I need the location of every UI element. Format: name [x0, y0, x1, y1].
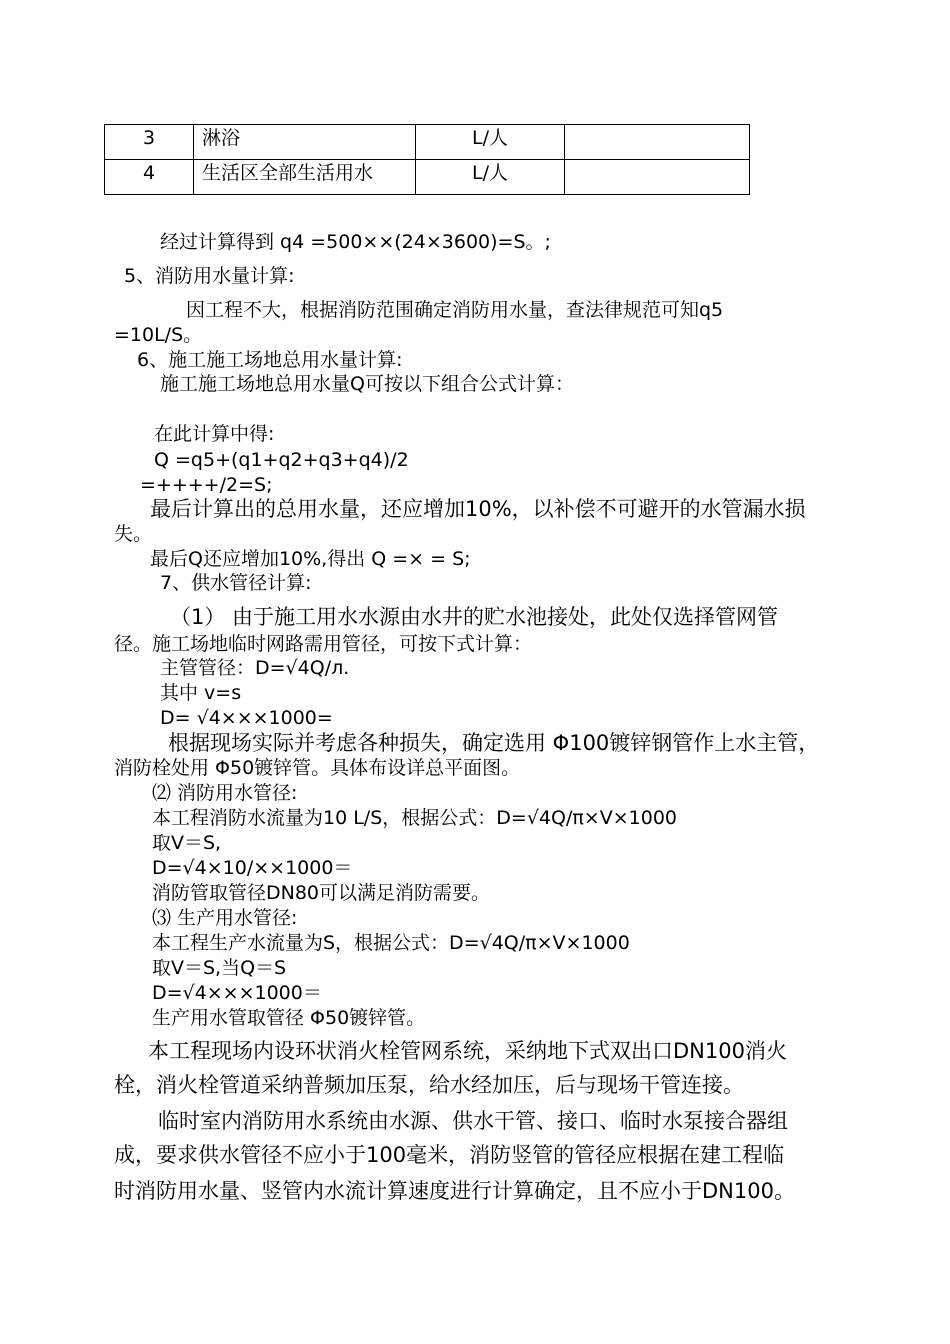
- formula-line: Q =q5+(q1+q2+q3+q4)/2: [154, 449, 409, 471]
- formula-line: 主管管径：D=√4Q/л.: [160, 657, 350, 679]
- table-row: [105, 125, 750, 160]
- formula-line: D=√4×10/××1000＝: [152, 857, 353, 879]
- formula-line: D=√4×××1000＝: [152, 982, 322, 1004]
- text-line: 本工程消防水流量为10 L/S，根据公式：D=√4Q/π×V×1000: [152, 807, 677, 829]
- text-line: 消防管取管径DN80可以满足消防需要。: [152, 882, 491, 904]
- text-line: 本工程现场内设环状消火栓管网系统，采纳地下式双出口DN100消火: [148, 1039, 787, 1063]
- section-heading: 5、消防用水量计算:: [124, 265, 295, 287]
- row-unit: L/人: [416, 125, 565, 160]
- formula-line: 取V＝S,: [152, 832, 222, 854]
- row-item: 生活区全部生活用水: [194, 160, 416, 195]
- table-row: [105, 160, 750, 195]
- section-heading: 6、施工施工场地总用水量计算:: [137, 349, 403, 371]
- text-line: 时消防用水量、竖管内水流计算速度进行计算确定，且不应小于DN100。: [114, 1179, 795, 1203]
- text-line: 成，要求供水管径不应小于100毫米，消防竖管的管径应根据在建工程临: [114, 1143, 785, 1167]
- text-line: 施工施工场地总用水量Q可按以下组合公式计算：: [160, 373, 574, 395]
- row-item: 淋浴: [194, 125, 416, 160]
- formula-line: 其中 v=s: [160, 682, 242, 704]
- text-line: 根据现场实际并考虑各种损失，确定选用 Φ100镀锌钢管作上水主管，: [168, 731, 820, 755]
- row-number: 4: [105, 160, 194, 195]
- formula-line: D= √4×××1000=: [160, 707, 333, 729]
- formula-line: =++++/2=S;: [140, 474, 273, 496]
- text-line: 经过计算得到 q4 =500××(24×3600)=S。;: [160, 231, 551, 253]
- text-line: 因工程不大，根据消防范围确定消防用水量，查法律规范可知q5: [186, 299, 724, 321]
- text-line: =10L/S。: [114, 324, 203, 346]
- text-line: 径。施工场地临时网路需用管径，可按下式计算：: [114, 633, 533, 655]
- row-value: [565, 125, 750, 160]
- text-line: 消防栓处用 Φ50镀锌管。具体布设详总平面图。: [114, 757, 521, 779]
- text-line: 生产用水管取管径 Φ50镀锌管。: [152, 1007, 426, 1029]
- formula-line: 取V＝S,当Q＝S: [152, 957, 287, 979]
- text-line: 最后计算出的总用水量，还应增加10%，以补偿不可避开的水管漏水损: [150, 497, 806, 521]
- water-usage-table: [104, 124, 750, 195]
- row-unit: L/人: [416, 160, 565, 195]
- row-number: 3: [105, 125, 194, 160]
- section-heading: ⑶ 生产用水管径:: [152, 907, 298, 929]
- text-line: 在此计算中得:: [154, 423, 275, 445]
- text-line: 本工程生产水流量为S，根据公式：D=√4Q/π×V×1000: [152, 932, 630, 954]
- text-line: （1） 由于施工用水水源由水井的贮水池接处，此处仅选择管网管: [170, 605, 779, 629]
- section-heading: 7、供水管径计算:: [160, 572, 312, 594]
- text-line: 栓，消火栓管道采纳普频加压泵，给水经加压，后与现场干管连接。: [114, 1073, 744, 1097]
- text-line: 临时室内消防用水系统由水源、供水干管、接口、临时水泵接合器组: [158, 1109, 788, 1133]
- text-line: 最后Q还应增加10%,得出 Q =× = S;: [150, 548, 471, 570]
- section-heading: ⑵ 消防用水管径:: [152, 782, 298, 804]
- text-line: 失。: [114, 523, 153, 545]
- row-value: [565, 160, 750, 195]
